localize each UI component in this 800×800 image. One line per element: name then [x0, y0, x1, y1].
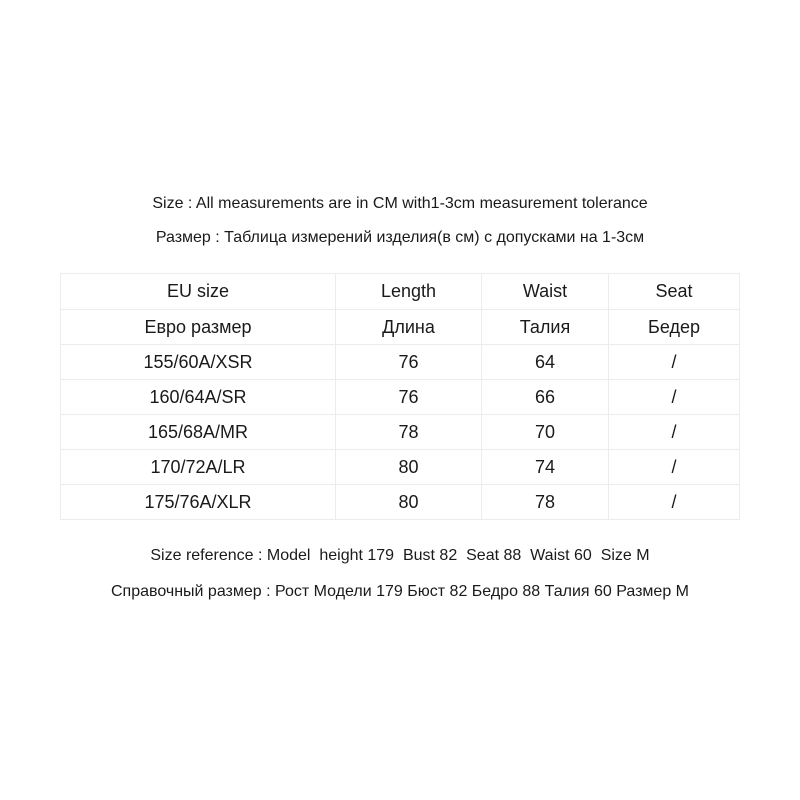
- intro-russian: Размер : Таблица измерений изделия(в см) с допусками на 1-3см: [155, 229, 645, 246]
- cell-seat: /: [609, 450, 740, 485]
- cell-size: 160/64A/SR: [61, 380, 336, 415]
- cell-seat: /: [609, 380, 740, 415]
- cell-length: 80: [336, 485, 482, 520]
- table-row: [61, 345, 740, 380]
- header-eu-size-ru: Евро размер: [61, 310, 336, 345]
- cell-seat: /: [609, 345, 740, 380]
- size-table: [60, 273, 740, 520]
- header-seat-ru: Бедер: [609, 310, 740, 345]
- table-row: [61, 485, 740, 520]
- cell-size: 165/68A/MR: [61, 415, 336, 450]
- cell-waist: 66: [482, 380, 609, 415]
- cell-length: 76: [336, 380, 482, 415]
- header-waist-ru: Талия: [482, 310, 609, 345]
- size-reference-english: Size reference : Model height 179 Bust 82 Seat 88 Waist 60 Size M: [150, 547, 650, 564]
- cell-waist: 70: [482, 415, 609, 450]
- cell-waist: 74: [482, 450, 609, 485]
- header-seat: Seat: [609, 274, 740, 310]
- header-row-english: [61, 274, 740, 310]
- header-waist: Waist: [482, 274, 609, 310]
- header-length: Length: [336, 274, 482, 310]
- cell-size: 170/72A/LR: [61, 450, 336, 485]
- cell-waist: 64: [482, 345, 609, 380]
- intro-english: Size : All measurements are in CM with1-3cm measurement tolerance: [152, 195, 648, 212]
- header-eu-size: EU size: [61, 274, 336, 310]
- table-row: [61, 450, 740, 485]
- table-row: [61, 415, 740, 450]
- cell-length: 80: [336, 450, 482, 485]
- cell-waist: 78: [482, 485, 609, 520]
- cell-seat: /: [609, 415, 740, 450]
- cell-length: 78: [336, 415, 482, 450]
- cell-size: 155/60A/XSR: [61, 345, 336, 380]
- cell-seat: /: [609, 485, 740, 520]
- size-reference-russian: Справочный размер : Рост Модели 179 Бюст 82 Бедро 88 Талия 60 Размер M: [110, 583, 689, 600]
- table-row: [61, 380, 740, 415]
- cell-size: 175/76A/XLR: [61, 485, 336, 520]
- header-length-ru: Длина: [336, 310, 482, 345]
- cell-length: 76: [336, 345, 482, 380]
- header-row-russian: [61, 310, 740, 345]
